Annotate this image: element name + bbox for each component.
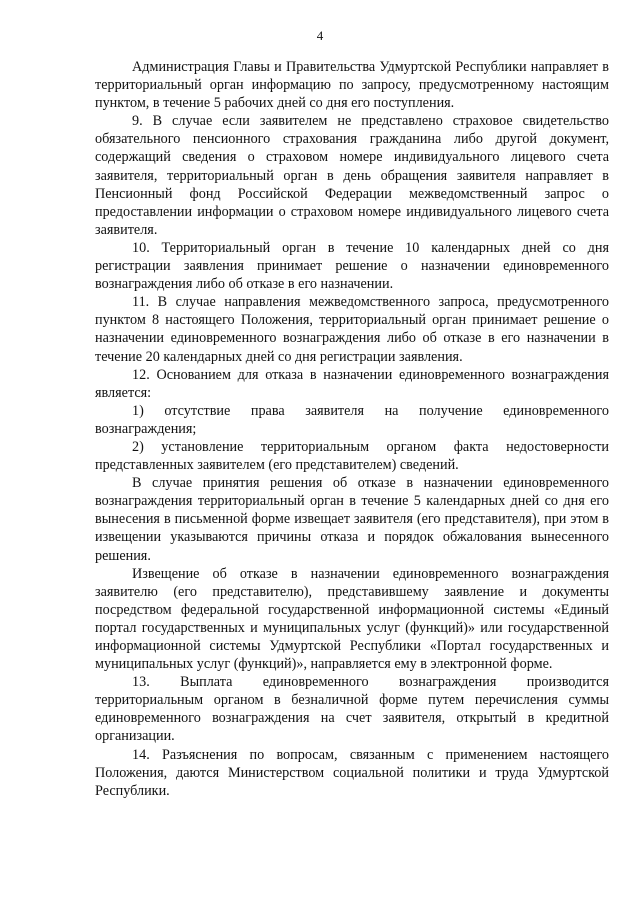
- paragraph-refusal-reason-1: 1) отсутствие права заявителя на получение единовременного вознаграждения;: [95, 402, 609, 437]
- paragraph-item-11: 11. В случае направления межведомственного запроса, предусмотренного пунктом 8 настоящего Положения, территориальный орган принимает решение о назначении единовременного вознаграждения либо об отказе в его назначении в течение 20 календарных дней со дня регистрации заявления.: [95, 294, 609, 365]
- page-number: 4: [316, 28, 324, 43]
- paragraph-refusal-reason-2: 2) установление территориальным органом факта недостоверности представленных заявителем (его представителем) сведений.: [95, 438, 609, 474]
- paragraph-item-14: 14. Разъяснения по вопросам, связанным с применением настоящего Положения, даются Министерством социальной политики и труда Удмуртской Республики.: [95, 746, 609, 799]
- paragraph-refusal-notice: В случае принятия решения об отказе в назначении единовременного вознаграждения территориальный орган в течение 5 календарных дней со дня его вынесения в письменной форме извещает заявителя (его представителя), при этом в извещении указываются причины отказа и порядок обжалования вынесенного решения.: [95, 475, 609, 564]
- document-body: [95, 58, 609, 800]
- paragraph-item-10: 10. Территориальный орган в течение 10 календарных дней со дня регистрации заявления принимает решение о назначении единовременного вознаграждения либо об отказе в его назначении.: [95, 239, 609, 293]
- paragraph-admin-response: Администрация Главы и Правительства Удмуртской Республики направляет в территориальный орган информацию по запросу, предусмотренному настоящим пунктом, в течение 5 рабочих дней со дня его поступления.: [95, 59, 609, 112]
- paragraph-item-13: 13. Выплата единовременного вознаграждения производится территориальным органом в безналичной форме путем перечисления суммы единовременного вознаграждения на счет заявителя, открытый в кредитной организации.: [95, 674, 609, 745]
- paragraph-electronic-notice: Извещение об отказе в назначении единовременного вознаграждения заявителю (его представителю), представившему заявление и документы посредством федеральной государственной информационной системы «Единый портал государственных и муниципальных услуг (функций)» или государственной информационной системы Удмуртской Республики «Портал государственных и муниципальных услуг (функций)», направляется ему в электронной форме.: [95, 565, 609, 673]
- paragraph-item-12: 12. Основанием для отказа в назначении единовременного вознаграждения является:: [95, 366, 609, 401]
- paragraph-item-9: 9. В случае если заявителем не представлено страховое свидетельство обязательного пенсионного страхования гражданина либо другой документ, содержащий сведения о страховом номере индивидуального лицевого счета заявителя, территориальный орган в день обращения заявителя направляет в Пенсионный фонд Российской Федерации межведомственный запрос о предоставлении информации о страховом номере индивидуального лицевого счета заявителя.: [95, 113, 609, 238]
